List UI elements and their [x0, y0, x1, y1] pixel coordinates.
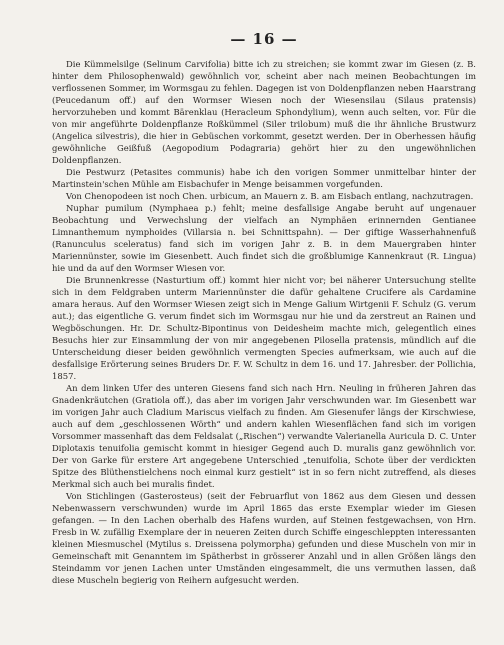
paragraph: Von Chenopodeen ist noch Chen. urbicum, an Mauern z. B. am Eisbach entlang, nachzutragen.: [66, 191, 474, 201]
paragraph: Von Stichlingen (Gasterosteus) (seit der Februarflut von 1862 aus dem Giesen und dessen Nebenwassern verschwunden) wurde im April 1865 das erste Exemplar wieder im Giesen gefangen. — In den Lachen oberhalb des Hafens wurden, auf Steinen festgewachsen, von Hrn. Fresb in W. zufällig Exemplare der in neueren Zeiten durch Schiffe eingeschleppten interessanten kleinen Miesmuschel (Mytilus s. Dreissena polymorpha) gefunden und diese Muscheln von mir in Gemeinschaft mit Genanntem im Spätherbst in grösserer Anzahl und in allen Größen längs den Steindamm vor jenen Lachen unter Umständen eingesammelt, die uns vermuthen lassen, daß diese Muscheln begierig von Reihern aufgesucht werden.: [52, 491, 476, 585]
page-number: — 16 —: [230, 30, 298, 48]
body-text: [52, 58, 476, 586]
paragraph: Die Brunnenkresse (Nasturtium off.) kommt hier nicht vor; bei näherer Untersuchung stellte sich in dem Feldgraben unterm Mariennünster die dafür gehaltene Crucifere als Cardamine amara heraus. Auf den Wormser Wiesen zeigt sich in Menge Galium Wirtgenii F. Schulz (G. verum aut.); das eigentliche G. verum findet sich im Wormsgau nur hie und da zerstreut an Rainen und Wegböschungen. Hr. Dr. Schultz-Bipontinus von Deidesheim machte mich, gelegentlich eines Besuchs hier zur Einsammlung der von mir angegebenen Pilosella pratensis, mündlich auf die Unterscheidung dieser beiden gewöhnlich vermengten Species aufmerksam, wie auch auf die desfallsige Erörterung seines Bruders Dr. F. W. Schultz in dem 16. und 17. Jahresber. der Pollichia, 1857.: [52, 275, 476, 381]
paragraph: Die Kümmelsilge (Selinum Carvifolia) bitte ich zu streichen; sie kommt zwar im Giesen (z. B. hinter dem Philosophenwald) gewöhnlich vor, scheint aber nach meinen Beobachtungen im verflossenen Sommer, im Wormsgau zu fehlen. Dagegen ist von Doldenpflanzen neben Haarstrang (Peucedanum off.) auf den Wormser Wiesen noch der Wiesensilau (Silaus pratensis) hervorzuheben und kommt Bärenklau (Heracleum Sphondylium), wenn auch selten, vor. Für die von mir angeführte Doldenpflanze Roßkümmel (Siler trilobum) muß die ihr ähnliche Brustwurz (Angelica silvestris), die hier in Gebüschen vorkommt, gesetzt werden. Der in Oberhessen häufig gewöhnliche Geißfuß (Aegopodium Podagraria) gehört hier zu den ungewöhnlichen Doldenpflanzen.: [52, 59, 476, 165]
paragraph: Nuphar pumilum (Nymphaea p.) fehlt; meine desfallsige Angabe beruht auf ungenauer Beobachtung und Verwechslung der vielfach an Nymphäen erinnernden Gentianee Limnanthemum nymphoides (Villarsia n. bei Schnittspahn). — Der giftige Wasserhahnenfuß (Ranunculus sceleratus) fand sich im vorigen Jahr z. B. in dem Mauergraben hinter Mariennünster, sowie im Giesenbett. Auch findet sich die großblumige Kannenkraut (R. Lingua) hie und da auf den Wormser Wiesen vor.: [52, 203, 476, 273]
paragraph: Die Pestwurz (Petasites communis) habe ich den vorigen Sommer unmittelbar hinter der Martinstein'schen Mühle am Eisbachufer in Menge beisammen vorgefunden.: [52, 167, 476, 189]
paragraph: An dem linken Ufer des unteren Giesens fand sich nach Hrn. Neuling in früheren Jahren das Gnadenkräutchen (Gratiola off.), das aber im vorigen Jahr verschwunden war. Im Giesenbett war im vorigen Jahr auch Cladium Mariscus vielfach zu finden. Am Giesenufer längs der Kirschwiese, auch auf dem „geschlossenen Wörth“ und andern kahlen Wiesenflächen fand sich im vorigen Vorsommer massenhaft das dem Feldsalat („Rischen“) verwandte Valerianella Auricula D. C. Unter Diplotaxis tenuifolia gemischt kommt in hiesiger Gegend auch D. muralis ganz gewöhnlich vor. Der von Garke für erstere Art angegebene Unterschied „tenuifolia, Schote über der verdickten Spitze des Blüthenstielchens noch einmal kurz gestielt“ ist in so fern nicht zutreffend, als dieses Merkmal sich auch bei muralis findet.: [52, 383, 476, 489]
